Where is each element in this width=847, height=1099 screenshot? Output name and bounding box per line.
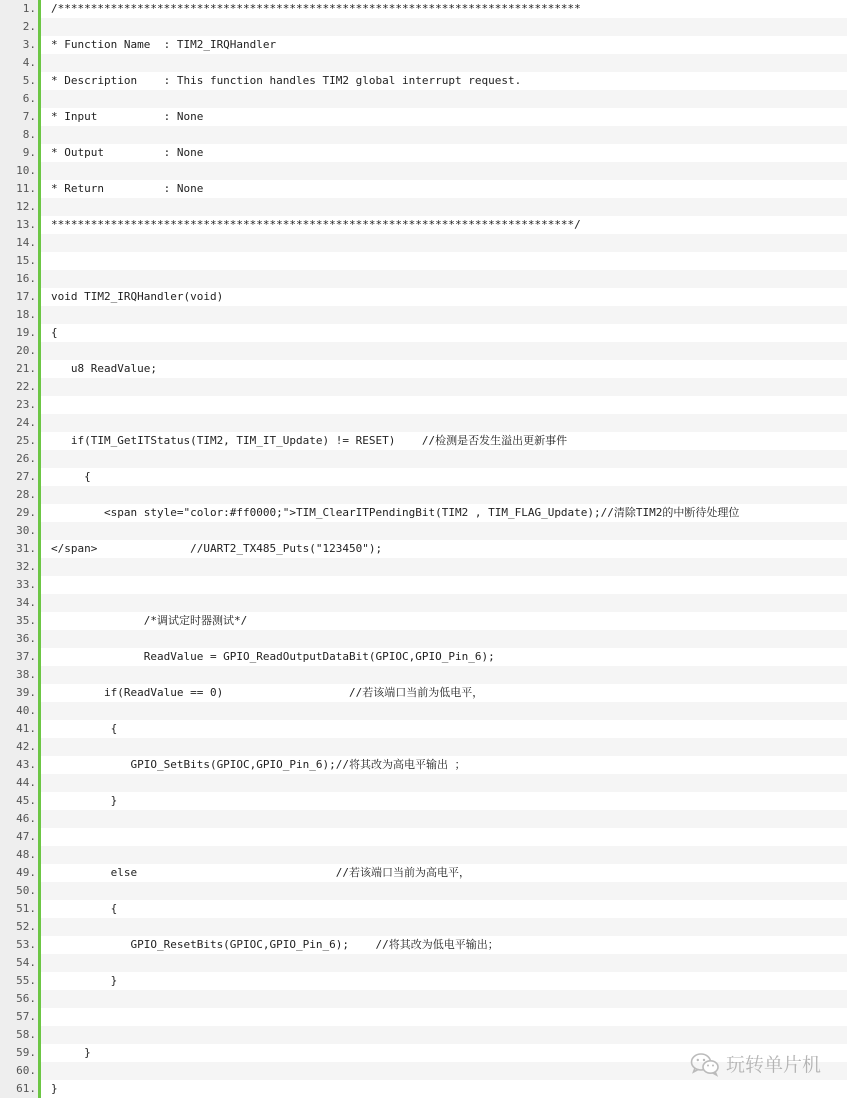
code-line	[0, 144, 847, 162]
line-number: 53.	[0, 936, 38, 954]
code-line	[0, 36, 847, 54]
code-line	[0, 630, 847, 648]
line-number: 47.	[0, 828, 38, 846]
code-line	[0, 342, 847, 360]
line-number: 32.	[0, 558, 38, 576]
code-text: /*******************************************************************************	[51, 2, 581, 15]
code-line	[0, 18, 847, 36]
code-line	[0, 540, 847, 558]
code-line	[0, 648, 847, 666]
code-line	[0, 738, 847, 756]
line-number: 12.	[0, 198, 38, 216]
code-line	[0, 972, 847, 990]
code-line	[0, 882, 847, 900]
code-line	[0, 828, 847, 846]
code-line	[0, 486, 847, 504]
line-number: 16.	[0, 270, 38, 288]
code-line	[0, 288, 847, 306]
code-line	[0, 324, 847, 342]
line-number: 29.	[0, 504, 38, 522]
code-text: <span style="color:#ff0000;">TIM_ClearITPendingBit(TIM2 , TIM_FLAG_Update);//清除TIM2的中断待处理位	[51, 506, 740, 519]
code-line	[0, 702, 847, 720]
code-text: {	[51, 902, 118, 915]
line-number: 37.	[0, 648, 38, 666]
line-number: 48.	[0, 846, 38, 864]
line-number: 36.	[0, 630, 38, 648]
code-line	[0, 378, 847, 396]
gutter-bar	[38, 1062, 41, 1080]
code-line	[0, 90, 847, 108]
line-number: 57.	[0, 1008, 38, 1026]
gutter-bar	[38, 486, 41, 504]
code-text: if(TIM_GetITStatus(TIM2, TIM_IT_Update) != RESET) //检测是否发生溢出更新事件	[51, 434, 568, 447]
line-number: 38.	[0, 666, 38, 684]
code-text: u8 ReadValue;	[51, 362, 157, 375]
gutter-bar	[38, 918, 41, 936]
line-number: 59.	[0, 1044, 38, 1062]
gutter-bar	[38, 378, 41, 396]
code-text: ReadValue = GPIO_ReadOutputDataBit(GPIOC,GPIO_Pin_6);	[51, 650, 495, 663]
gutter-bar	[38, 990, 41, 1008]
line-number: 8.	[0, 126, 38, 144]
gutter-bar	[38, 738, 41, 756]
gutter-bar	[38, 1008, 41, 1026]
code-line	[0, 612, 847, 630]
code-line	[0, 720, 847, 738]
gutter-bar	[38, 666, 41, 684]
code-line	[0, 756, 847, 774]
line-number: 13.	[0, 216, 38, 234]
line-number: 10.	[0, 162, 38, 180]
line-number: 56.	[0, 990, 38, 1008]
code-text: * Input : None	[51, 110, 204, 123]
gutter-bar	[38, 450, 41, 468]
watermark-text: 玩转单片机	[725, 1054, 821, 1076]
code-line	[0, 900, 847, 918]
line-number: 51.	[0, 900, 38, 918]
line-number: 54.	[0, 954, 38, 972]
code-text: * Function Name : TIM2_IRQHandler	[51, 38, 277, 51]
code-text: void TIM2_IRQHandler(void)	[51, 290, 224, 303]
gutter-bar	[38, 828, 41, 846]
code-line	[0, 810, 847, 828]
code-line	[0, 252, 847, 270]
code-line	[0, 54, 847, 72]
code-line	[0, 774, 847, 792]
line-number: 55.	[0, 972, 38, 990]
line-number: 52.	[0, 918, 38, 936]
code-line	[0, 180, 847, 198]
line-number: 58.	[0, 1026, 38, 1044]
line-number: 9.	[0, 144, 38, 162]
gutter-bar	[38, 90, 41, 108]
code-line	[0, 270, 847, 288]
code-text: }	[51, 974, 118, 987]
line-number: 1.	[0, 0, 38, 18]
line-number: 25.	[0, 432, 38, 450]
code-text: </span> //UART2_TX485_Puts("123450");	[51, 542, 383, 555]
code-line	[0, 306, 847, 324]
gutter-bar	[38, 774, 41, 792]
gutter-bar	[38, 198, 41, 216]
gutter-bar	[38, 846, 41, 864]
code-text: {	[51, 326, 58, 339]
gutter-bar	[38, 576, 41, 594]
line-number: 43.	[0, 756, 38, 774]
code-line	[0, 1026, 847, 1044]
line-number: 20.	[0, 342, 38, 360]
line-number: 61.	[0, 1080, 38, 1098]
code-line	[0, 792, 847, 810]
line-number: 40.	[0, 702, 38, 720]
code-line	[0, 594, 847, 612]
gutter-bar	[38, 162, 41, 180]
code-line	[0, 108, 847, 126]
line-number: 23.	[0, 396, 38, 414]
code-line	[0, 954, 847, 972]
code-line	[0, 1080, 847, 1098]
line-number: 3.	[0, 36, 38, 54]
gutter-bar	[38, 882, 41, 900]
code-text: GPIO_SetBits(GPIOC,GPIO_Pin_6);//将其改为高电平输出 ；	[51, 758, 466, 771]
code-line	[0, 522, 847, 540]
code-line	[0, 414, 847, 432]
gutter-bar	[38, 342, 41, 360]
code-text: * Return : None	[51, 182, 204, 195]
code-line	[0, 450, 847, 468]
gutter-bar	[38, 306, 41, 324]
gutter-bar	[38, 234, 41, 252]
code-line	[0, 126, 847, 144]
line-number: 33.	[0, 576, 38, 594]
code-line	[0, 666, 847, 684]
line-number: 31.	[0, 540, 38, 558]
line-number: 2.	[0, 18, 38, 36]
line-number: 44.	[0, 774, 38, 792]
gutter-bar	[38, 270, 41, 288]
code-line	[0, 990, 847, 1008]
line-number: 14.	[0, 234, 38, 252]
code-line	[0, 1008, 847, 1026]
code-line	[0, 864, 847, 882]
code-line	[0, 918, 847, 936]
gutter-bar	[38, 54, 41, 72]
line-number: 21.	[0, 360, 38, 378]
gutter-bar	[38, 954, 41, 972]
code-line	[0, 234, 847, 252]
line-number: 30.	[0, 522, 38, 540]
code-line	[0, 360, 847, 378]
code-line	[0, 504, 847, 522]
line-number: 19.	[0, 324, 38, 342]
line-number: 60.	[0, 1062, 38, 1080]
code-line	[0, 936, 847, 954]
code-line	[0, 162, 847, 180]
line-number: 7.	[0, 108, 38, 126]
gutter-bar	[38, 594, 41, 612]
gutter-bar	[38, 1026, 41, 1044]
code-text: * Description : This function handles TIM2 global interrupt request.	[51, 74, 522, 87]
gutter-bar	[38, 630, 41, 648]
code-line	[0, 72, 847, 90]
code-text: /*调试定时器测试*/	[51, 614, 248, 627]
code-text: {	[51, 470, 91, 483]
code-text: * Output : None	[51, 146, 204, 159]
line-number: 18.	[0, 306, 38, 324]
code-line	[0, 846, 847, 864]
gutter-bar	[38, 126, 41, 144]
line-number: 39.	[0, 684, 38, 702]
code-text: }	[51, 794, 118, 807]
line-number: 49.	[0, 864, 38, 882]
line-number: 24.	[0, 414, 38, 432]
line-number: 5.	[0, 72, 38, 90]
code-text: }	[51, 1046, 91, 1059]
line-number: 28.	[0, 486, 38, 504]
gutter-bar	[38, 396, 41, 414]
line-number: 6.	[0, 90, 38, 108]
gutter-bar	[38, 252, 41, 270]
code-line	[0, 0, 847, 18]
code-text: else //若该端口当前为高电平，	[51, 866, 471, 879]
code-text: {	[51, 722, 118, 735]
code-line	[0, 432, 847, 450]
code-line	[0, 684, 847, 702]
line-number: 41.	[0, 720, 38, 738]
line-number: 45.	[0, 792, 38, 810]
line-number: 50.	[0, 882, 38, 900]
gutter-bar	[38, 414, 41, 432]
gutter-bar	[38, 18, 41, 36]
line-number: 34.	[0, 594, 38, 612]
line-number: 27.	[0, 468, 38, 486]
line-number: 22.	[0, 378, 38, 396]
code-text: *******************************************************************************/	[51, 218, 581, 231]
code-text: if(ReadValue == 0) //若该端口当前为低电平，	[51, 686, 484, 699]
gutter-bar	[38, 702, 41, 720]
code-line	[0, 198, 847, 216]
code-line	[0, 396, 847, 414]
gutter-bar	[38, 810, 41, 828]
gutter-bar	[38, 522, 41, 540]
line-number: 17.	[0, 288, 38, 306]
code-line	[0, 558, 847, 576]
line-number: 11.	[0, 180, 38, 198]
line-number: 26.	[0, 450, 38, 468]
line-number: 42.	[0, 738, 38, 756]
code-line	[0, 216, 847, 234]
code-line	[0, 576, 847, 594]
code-text: GPIO_ResetBits(GPIOC,GPIO_Pin_6); //将其改为低电平输出；	[51, 938, 499, 951]
line-number: 46.	[0, 810, 38, 828]
line-number: 15.	[0, 252, 38, 270]
line-number: 35.	[0, 612, 38, 630]
code-line	[0, 468, 847, 486]
code-text: }	[51, 1082, 58, 1095]
wechat-icon	[690, 1051, 720, 1077]
watermark	[690, 1050, 821, 1077]
line-number: 4.	[0, 54, 38, 72]
gutter-bar	[38, 558, 41, 576]
